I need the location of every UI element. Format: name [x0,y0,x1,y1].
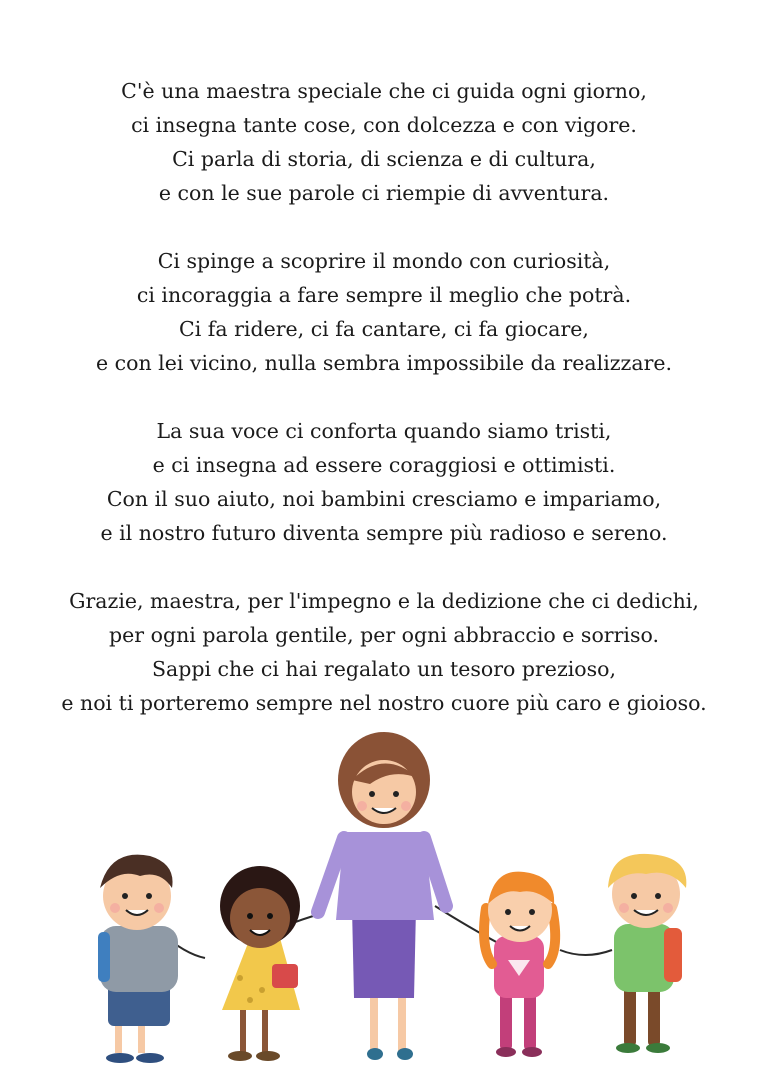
poem-line: Grazie, maestra, per l'impegno e la dedizione che ci dedichi, [69,589,699,613]
poem-line: Con il suo aiuto, noi bambini cresciamo e impariamo, [106,487,662,511]
poem-line: Ci fa ridere, ci fa cantare, ci fa giocare, [179,317,589,341]
poem-line: ci insegna tante cose, con dolcezza e con vigore. [131,113,637,137]
boy-blond-figure [608,854,686,1053]
poem-line: C'è una maestra speciale che ci guida ogni giorno, [121,79,647,103]
poem-line: e con lei vicino, nulla sembra impossibile da realizzare. [95,351,673,375]
poem-line: Sappi che ci hai regalato un tesoro prezioso, [151,657,617,681]
girl-curly-figure [220,866,300,1061]
teacher-and-children-illustration [0,728,768,1086]
poem-line: e noi ti porteremo sempre nel nostro cuore più caro e gioioso. [61,691,707,715]
stanza-1 [0,74,768,210]
poem-line: e il nostro futuro diventa sempre più radioso e sereno. [100,521,668,545]
poem-line: Ci parla di storia, di scienza e di cultura, [172,147,596,171]
teacher-figure [318,732,446,1060]
stanza-3 [0,414,768,550]
stanza-4 [0,584,768,720]
poem [0,74,768,754]
poem-line: e ci insegna ad essere coraggiosi e ottimisti. [152,453,616,477]
illustration-svg [0,728,768,1086]
poem-line: e con le sue parole ci riempie di avventura. [158,181,610,205]
poem-line: per ogni parola gentile, per ogni abbraccio e sorriso. [109,623,659,647]
poem-line: ci incoraggia a fare sempre il meglio che potrà. [136,283,632,307]
poem-line: Ci spinge a scoprire il mondo con curiosità, [157,249,611,273]
poem-line: La sua voce ci conforta quando siamo tristi, [156,419,612,443]
girl-redhead-figure [484,872,555,1057]
boy-left-figure [98,855,178,1063]
stanza-2 [0,244,768,380]
